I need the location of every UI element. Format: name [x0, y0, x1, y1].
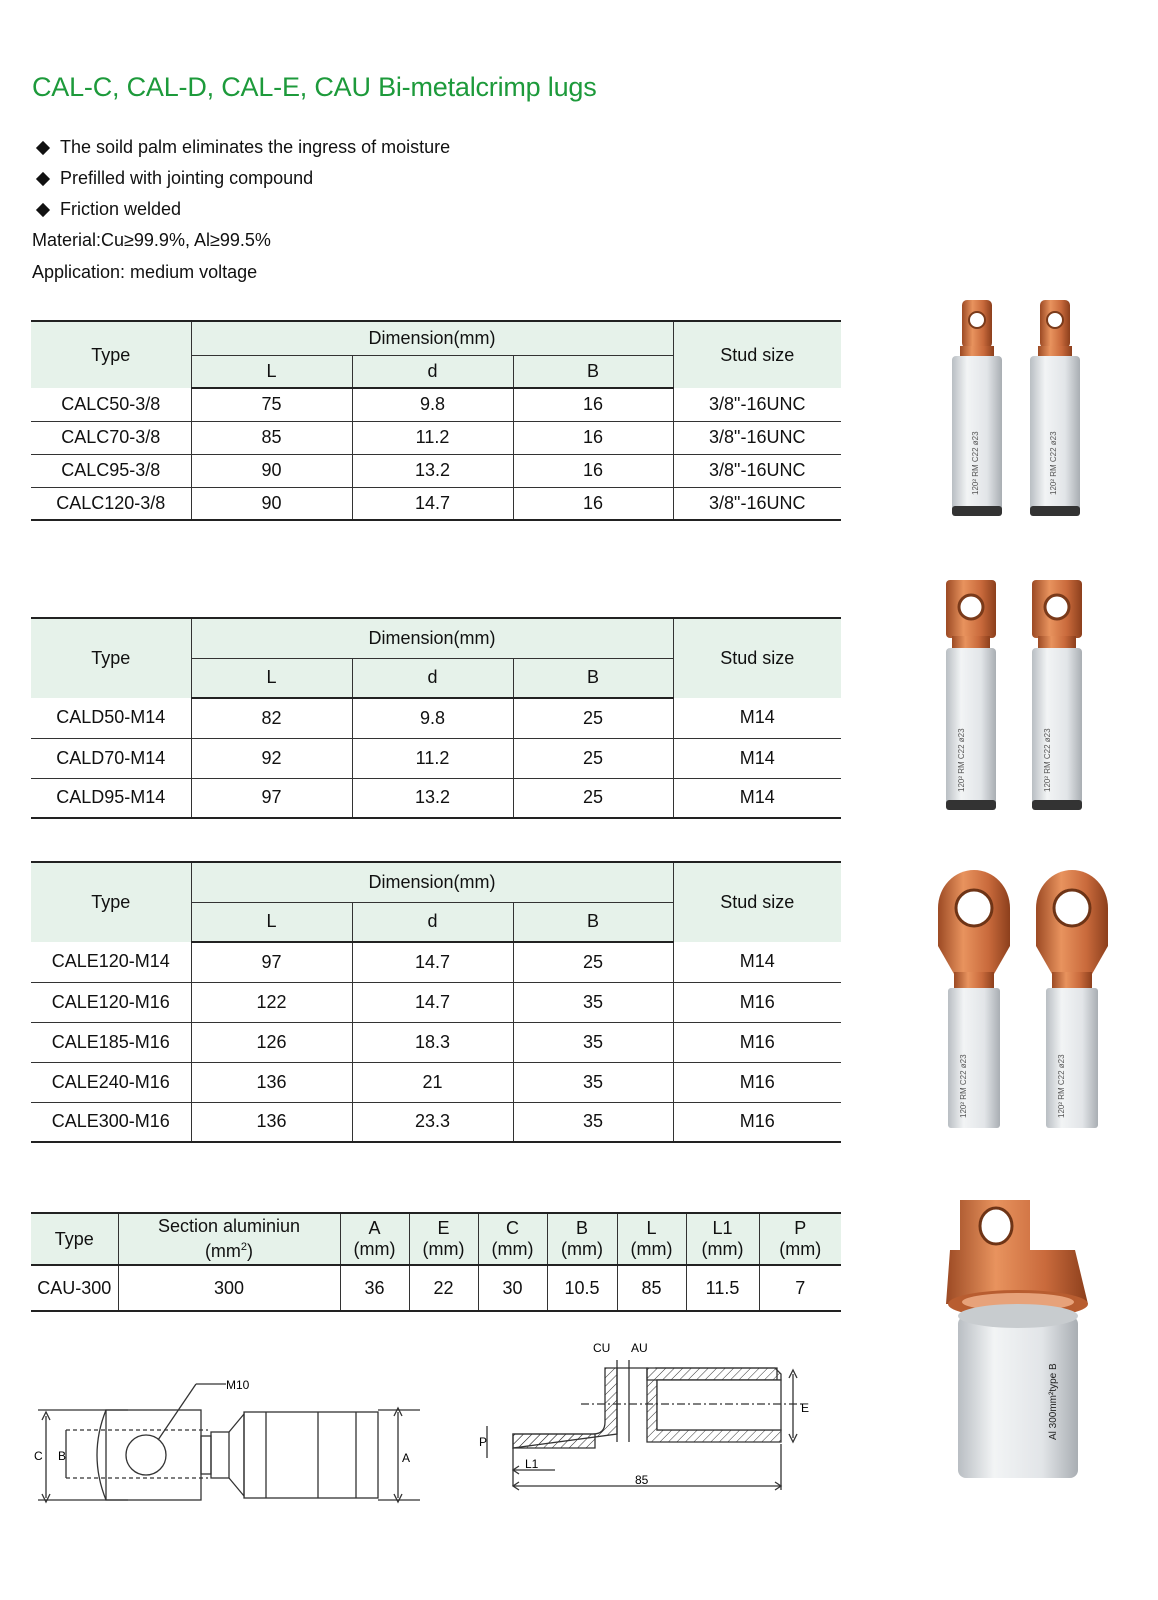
m10-label: M10: [226, 1378, 250, 1392]
cau-type-header: Type: [31, 1213, 118, 1265]
d-cell: 11.2: [352, 738, 513, 778]
lug-left: [946, 580, 996, 810]
dim-l1-label: L1: [525, 1457, 539, 1471]
type-cell: CALD50-M14: [31, 698, 191, 738]
stud-cell: M16: [673, 982, 841, 1022]
material-text: Material:Cu≥99.9%, Al≥99.5%: [32, 230, 271, 250]
type-cell: CALC70-3/8: [31, 421, 191, 454]
cal-c-lug-photo: [950, 300, 1110, 535]
L-cell: 75: [191, 388, 352, 421]
cau-c-header: C (mm): [478, 1213, 547, 1265]
lug-marking: 120² RM C22 ø23: [1043, 728, 1052, 792]
d-cell: 11.2: [352, 421, 513, 454]
feature-item: Friction welded: [34, 194, 450, 225]
stud-cell: M16: [673, 1022, 841, 1062]
dimension-header: Dimension(mm): [191, 618, 673, 658]
L-cell: 82: [191, 698, 352, 738]
b-header: B: [513, 355, 673, 388]
diamond-bullet-icon: [36, 202, 50, 216]
cau-c-cell: 30: [478, 1265, 547, 1311]
B-cell: 25: [513, 942, 673, 982]
dim-a-label: A: [402, 1451, 411, 1465]
L-cell: 126: [191, 1022, 352, 1062]
type-cell: CALD95-M14: [31, 778, 191, 818]
table-row: [31, 982, 841, 1022]
table-row: [31, 1062, 841, 1102]
L-cell: 136: [191, 1062, 352, 1102]
cau-e-cell: 22: [409, 1265, 478, 1311]
B-cell: 16: [513, 487, 673, 520]
stud-cell: 3/8"-16UNC: [673, 454, 841, 487]
cau-a-header: A (mm): [340, 1213, 409, 1265]
feature-list: [34, 132, 450, 225]
page-title: CAL-C, CAL-D, CAL-E, CAU Bi-metalcrimp lugs: [32, 72, 597, 102]
table-row: [31, 454, 841, 487]
type-cell: CALE185-M16: [31, 1022, 191, 1062]
dimension-header: Dimension(mm): [191, 321, 673, 355]
l-header: L: [191, 355, 352, 388]
cal-e-lug-photo: [930, 868, 1115, 1138]
d-cell: 18.3: [352, 1022, 513, 1062]
lug-right: [1036, 870, 1108, 1128]
cal-d-table: [31, 617, 841, 819]
table-row: [31, 388, 841, 421]
cau-l1-cell: 11.5: [686, 1265, 759, 1311]
application-text: Application: medium voltage: [32, 262, 258, 282]
table-row: [31, 778, 841, 818]
feature-item: The soild palm eliminates the ingress of moisture: [34, 132, 450, 163]
table-row: [31, 1022, 841, 1062]
B-cell: 35: [513, 982, 673, 1022]
stud-cell: 3/8"-16UNC: [673, 421, 841, 454]
lug-marking: Al 300mm²type B: [1048, 1363, 1059, 1440]
lug-marking: 120² RM C22 ø23: [971, 431, 980, 495]
type-cell: CALE120-M14: [31, 942, 191, 982]
dim-e-label: E: [801, 1401, 810, 1415]
type-cell: CALC120-3/8: [31, 487, 191, 520]
table-row: [31, 698, 841, 738]
B-cell: 25: [513, 738, 673, 778]
cau-a-cell: 36: [340, 1265, 409, 1311]
lug-right: [1032, 580, 1082, 810]
cau-p-cell: 7: [759, 1265, 841, 1311]
d-cell: 9.8: [352, 698, 513, 738]
d-cell: 14.7: [352, 487, 513, 520]
type-cell: CALD70-M14: [31, 738, 191, 778]
B-cell: 35: [513, 1022, 673, 1062]
L-cell: 97: [191, 778, 352, 818]
B-cell: 16: [513, 454, 673, 487]
feature-item: Prefilled with jointing compound: [34, 163, 450, 194]
cau-top-view-drawing: [28, 1370, 448, 1520]
stud-cell: M14: [673, 738, 841, 778]
B-cell: 25: [513, 778, 673, 818]
B-cell: 35: [513, 1062, 673, 1102]
lug-marking: 120² RM C22 ø23: [1057, 1054, 1066, 1118]
type-cell: CALE120-M16: [31, 982, 191, 1022]
cau-l-cell: 85: [617, 1265, 686, 1311]
cau-table: [31, 1212, 841, 1312]
lug-marking: 120² RM C22 ø23: [957, 728, 966, 792]
b-header: B: [513, 658, 673, 698]
cau-e-header: E (mm): [409, 1213, 478, 1265]
table-row: [31, 1265, 841, 1311]
dim-c-label: C: [34, 1449, 43, 1463]
dim-p-label: P: [479, 1435, 488, 1449]
L-cell: 122: [191, 982, 352, 1022]
stud-cell: M14: [673, 778, 841, 818]
L-cell: 90: [191, 454, 352, 487]
stud-cell: 3/8"-16UNC: [673, 487, 841, 520]
type-cell: CALC50-3/8: [31, 388, 191, 421]
cal-e-table: [31, 861, 841, 1143]
cau-p-header: P (mm): [759, 1213, 841, 1265]
dimension-header: Dimension(mm): [191, 862, 673, 902]
lug-left: [938, 870, 1010, 1128]
au-label: AU: [631, 1341, 648, 1355]
cal-c-table: [31, 320, 841, 521]
d-cell: 9.8: [352, 388, 513, 421]
dim-b-label: B: [58, 1449, 67, 1463]
B-cell: 16: [513, 388, 673, 421]
cau-type-cell: CAU-300: [31, 1265, 118, 1311]
L-cell: 136: [191, 1102, 352, 1142]
type-header: Type: [31, 862, 191, 942]
type-header: Type: [31, 618, 191, 698]
table-row: [31, 1102, 841, 1142]
l-header: L: [191, 658, 352, 698]
B-cell: 25: [513, 698, 673, 738]
cau-l1-header: L1 (mm): [686, 1213, 759, 1265]
d-cell: 14.7: [352, 942, 513, 982]
L-cell: 92: [191, 738, 352, 778]
cau-section-drawing: [475, 1338, 825, 1508]
d-cell: 14.7: [352, 982, 513, 1022]
stud-cell: 3/8"-16UNC: [673, 388, 841, 421]
stud-cell: M16: [673, 1062, 841, 1102]
b-header: B: [513, 902, 673, 942]
d-cell: 21: [352, 1062, 513, 1102]
table-row: [31, 942, 841, 982]
dim-85-label: 85: [635, 1473, 649, 1487]
d-header: d: [352, 355, 513, 388]
cau-b-header: B (mm): [547, 1213, 617, 1265]
cu-label: CU: [593, 1341, 611, 1355]
cau-b-cell: 10.5: [547, 1265, 617, 1311]
L-cell: 90: [191, 487, 352, 520]
L-cell: 85: [191, 421, 352, 454]
B-cell: 16: [513, 421, 673, 454]
stud-cell: M14: [673, 698, 841, 738]
cau-lug-photo: [940, 1200, 1110, 1490]
cau-section-cell: 300: [118, 1265, 340, 1311]
table-row: [31, 738, 841, 778]
type-cell: CALE240-M16: [31, 1062, 191, 1102]
type-cell: CALC95-3/8: [31, 454, 191, 487]
stud-cell: M16: [673, 1102, 841, 1142]
stud-size-header: Stud size: [673, 618, 841, 698]
L-cell: 97: [191, 942, 352, 982]
cau-l-header: L (mm): [617, 1213, 686, 1265]
B-cell: 35: [513, 1102, 673, 1142]
diamond-bullet-icon: [36, 171, 50, 185]
d-header: d: [352, 902, 513, 942]
stud-size-header: Stud size: [673, 321, 841, 388]
diamond-bullet-icon: [36, 140, 50, 154]
l-header: L: [191, 902, 352, 942]
type-header: Type: [31, 321, 191, 388]
lug-marking: 120² RM C22 ø23: [1049, 431, 1058, 495]
table-row: [31, 487, 841, 520]
d-cell: 23.3: [352, 1102, 513, 1142]
d-cell: 13.2: [352, 778, 513, 818]
d-header: d: [352, 658, 513, 698]
cal-d-lug-photo: [940, 580, 1110, 820]
lug-marking: 120² RM C22 ø23: [959, 1054, 968, 1118]
table-row: [31, 421, 841, 454]
stud-size-header: Stud size: [673, 862, 841, 942]
d-cell: 13.2: [352, 454, 513, 487]
cau-section-header: Section aluminiun $(mm^2)$: [118, 1213, 340, 1265]
type-cell: CALE300-M16: [31, 1102, 191, 1142]
stud-cell: M14: [673, 942, 841, 982]
